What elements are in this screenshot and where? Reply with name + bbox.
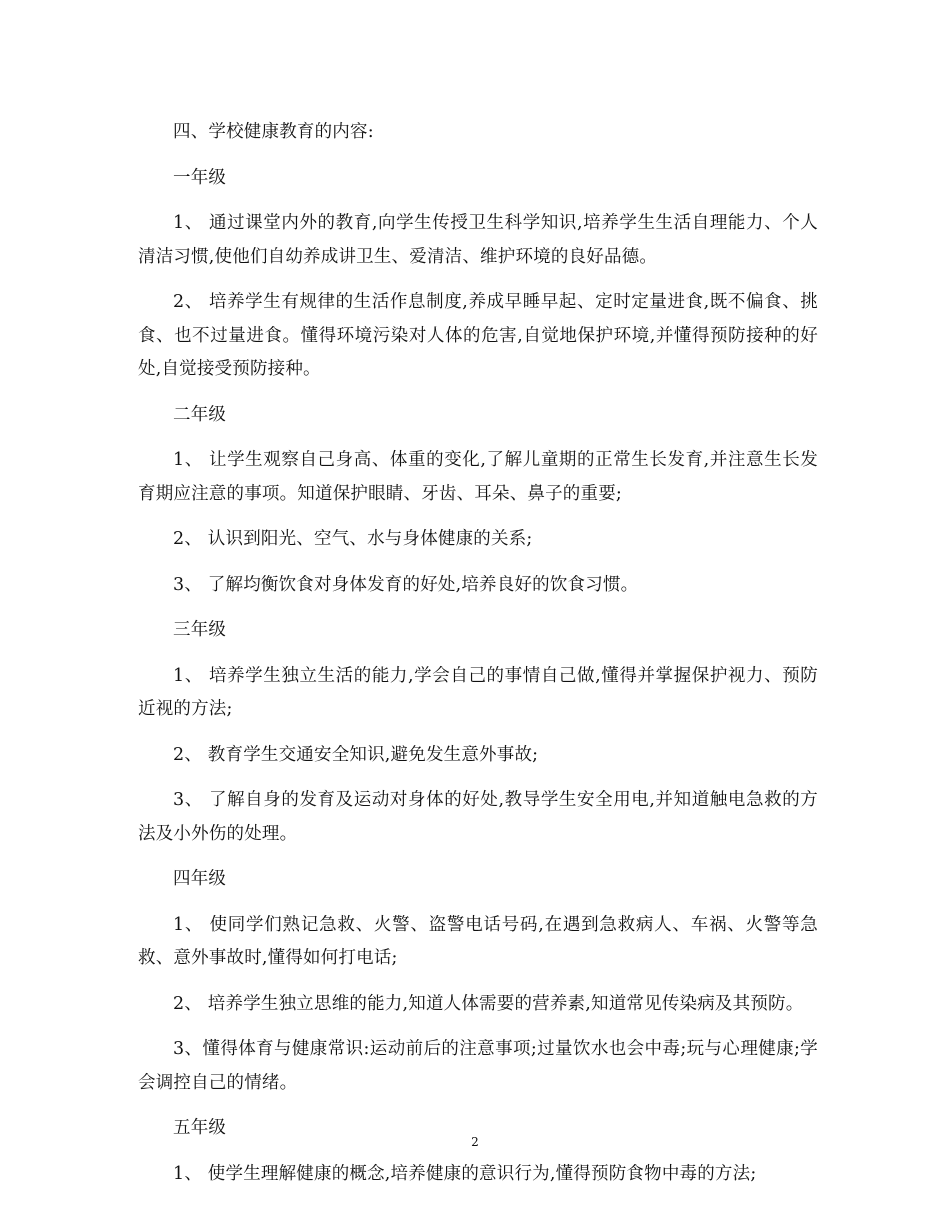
- grade-heading-1: 一年级: [173, 167, 227, 188]
- paragraph: 1、 使同学们熟记急救、火警、盗警电话号码,在遇到急救病人、车祸、火警等急救、意外事故时,懂得如何打电话;: [138, 914, 818, 968]
- paragraph: 1、 让学生观察自己身高、体重的变化,了解儿童期的正常生长发育,并注意生长发育期应注意的事项。知道保护眼睛、牙齿、耳朵、鼻子的重要;: [138, 450, 818, 504]
- grade-heading-3: 三年级: [173, 620, 227, 640]
- paragraph: 2、 认识到阳光、空气、水与身体健康的关系;: [173, 529, 533, 549]
- paragraph: 3、懂得体育与健康常识:运动前后的注意事项;过量饮水也会中毒;玩与心理健康;学会调控自己的情绪。: [138, 1039, 818, 1093]
- grade-heading-5: 五年级: [173, 1118, 227, 1138]
- paragraph: 1、 使学生理解健康的概念,培养健康的意识行为,懂得预防食物中毒的方法;: [173, 1163, 757, 1184]
- paragraph: 2、 教育学生交通安全知识,避免发生意外事故;: [173, 744, 539, 765]
- paragraph: 1、 通过课堂内外的教育,向学生传授卫生科学知识,培养学生生活自理能力、个人清洁习惯,使他们自幼养成讲卫生、爱清洁、维护环境的良好品德。: [138, 213, 818, 267]
- grade-heading-2: 二年级: [173, 404, 227, 425]
- paragraph: 2、 培养学生独立思维的能力,知道人体需要的营养素,知道常见传染病及其预防。: [173, 993, 804, 1014]
- document-body: [138, 116, 818, 1203]
- paragraph: 2、 培养学生有规律的生活作息制度,养成早睡早起、定时定量进食,既不偏食、挑食、也不过量进食。懂得环境污染对人体的危害,自觉地保护环境,并懂得预防接种的好处,自觉接受预防接种。: [138, 292, 818, 379]
- section-heading: 四、学校健康教育的内容:: [173, 122, 374, 142]
- page-number: 2: [471, 1135, 479, 1149]
- paragraph: 3、 了解均衡饮食对身体发育的好处,培养良好的饮食习惯。: [173, 574, 639, 595]
- grade-heading-4: 四年级: [173, 869, 227, 889]
- paragraph: 3、 了解自身的发育及运动对身体的好处,教导学生安全用电,并知道触电急救的方法及小外伤的处理。: [138, 790, 818, 844]
- paragraph: 1、 培养学生独立生活的能力,学会自己的事情自己做,懂得并掌握保护视力、预防近视的方法;: [138, 665, 818, 719]
